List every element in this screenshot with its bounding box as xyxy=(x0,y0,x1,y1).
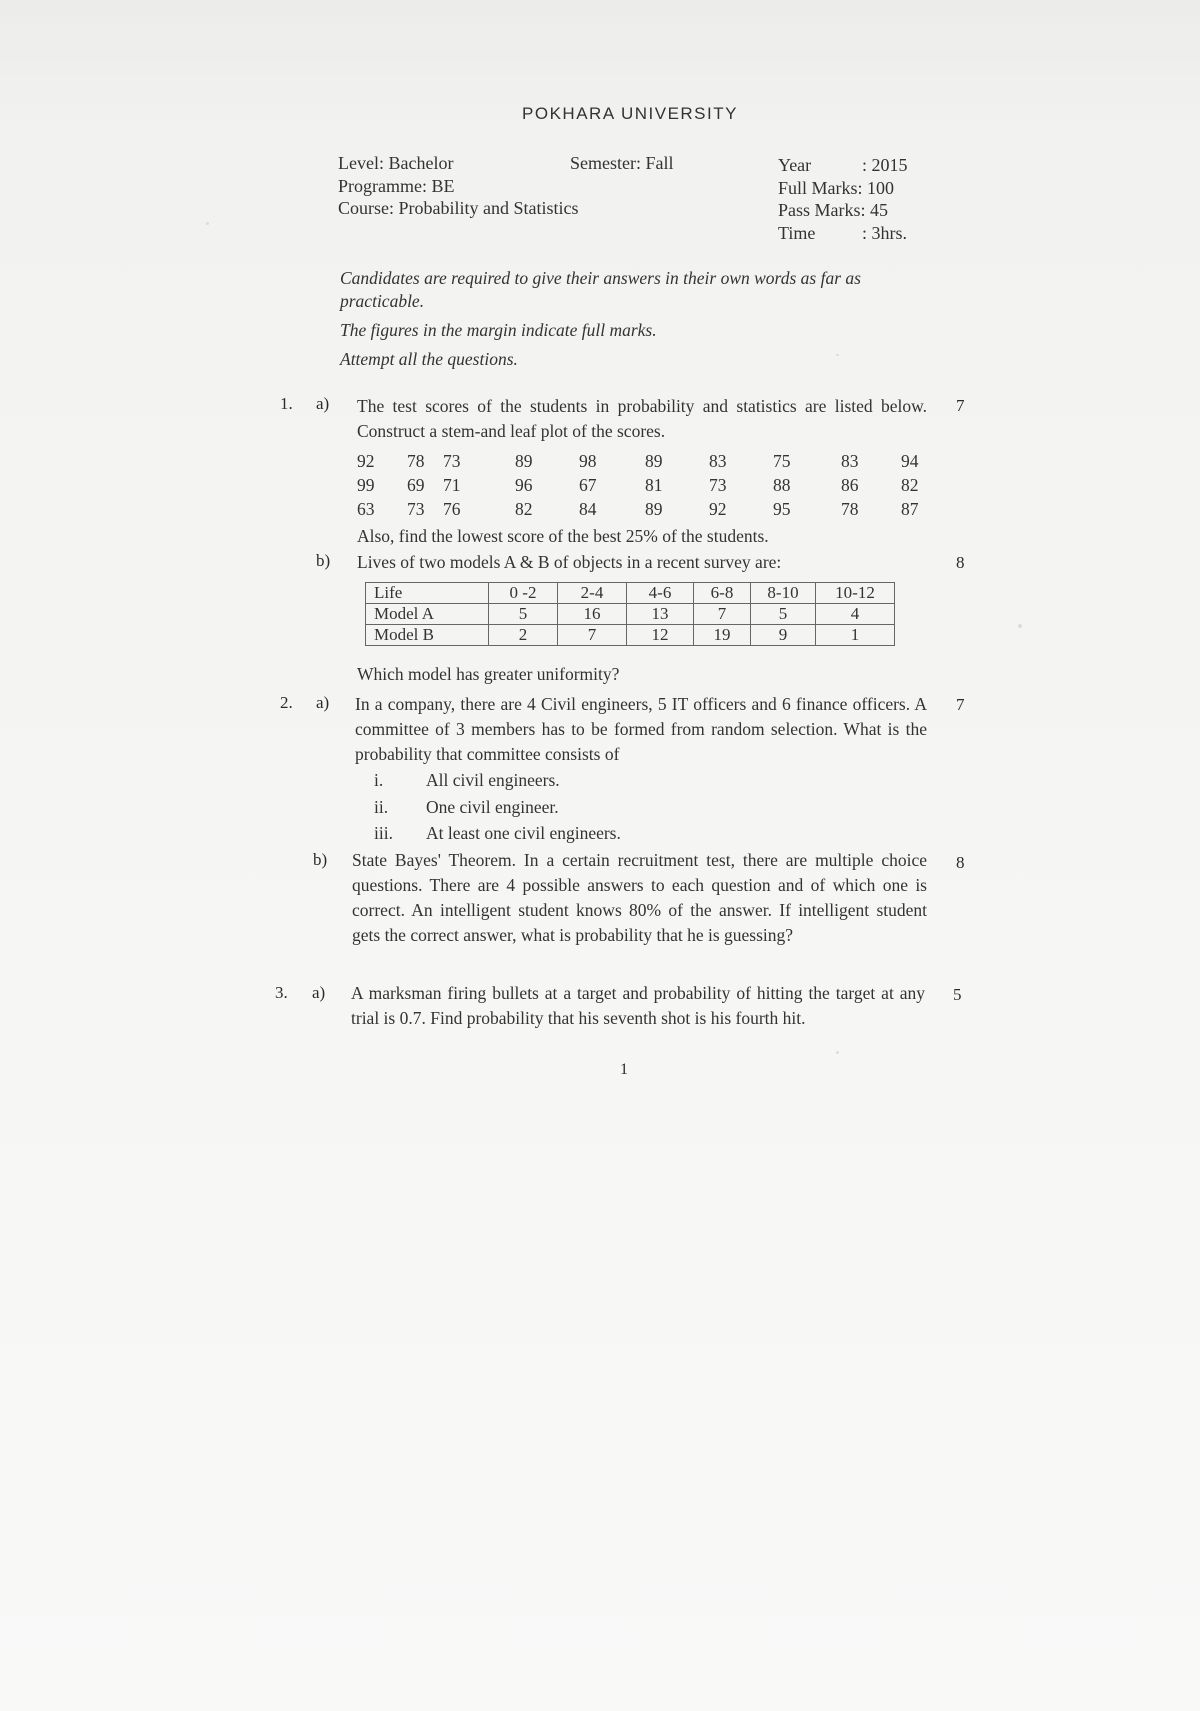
life-row-model-a xyxy=(366,604,895,625)
life-header-cell: Life xyxy=(366,583,489,604)
q2a-options xyxy=(374,767,621,847)
option-num: i. xyxy=(374,770,384,790)
scores-row xyxy=(357,449,931,473)
instruction-1: Candidates are required to give their answers in their own words as far as practicable. xyxy=(340,268,861,311)
q1b-marks: 8 xyxy=(956,553,965,572)
life-table xyxy=(365,582,895,646)
time-value: : 3hrs. xyxy=(862,222,907,243)
semester: Semester: Fall xyxy=(570,153,674,173)
score: 73 xyxy=(709,474,727,495)
life-row-model-b xyxy=(366,625,895,646)
score: 95 xyxy=(773,498,791,519)
life-cell: 4 xyxy=(816,604,895,625)
score: 82 xyxy=(901,474,919,495)
score: 75 xyxy=(773,450,791,471)
q3a-marks: 5 xyxy=(953,985,962,1004)
option-text: One civil engineer. xyxy=(426,796,559,817)
life-cell: Model B xyxy=(366,625,489,646)
q3a-text: A marksman firing bullets at a target and probability of hitting the target at any trial is 0.7. Find probability that his seventh shot is his fourth hit. xyxy=(351,983,925,1028)
life-cell: 5 xyxy=(751,604,816,625)
score: 89 xyxy=(645,450,663,471)
score: 78 xyxy=(841,498,859,519)
instructions xyxy=(340,267,925,377)
scan-speck xyxy=(836,1051,839,1054)
life-cell: 2 xyxy=(489,625,558,646)
header-right xyxy=(778,154,908,244)
score: 96 xyxy=(515,474,533,495)
q1a-followup: Also, find the lowest score of the best 25% of the students. xyxy=(357,526,769,546)
q3a-label: a) xyxy=(312,983,326,1002)
life-cell: 7 xyxy=(558,625,627,646)
life-cell: Model A xyxy=(366,604,489,625)
score: 82 xyxy=(515,498,533,519)
score: 89 xyxy=(515,450,533,471)
q2b-text: State Bayes' Theorem. In a certain recruitment test, there are multiple choice questions. There are 4 possible answers to each question and of which one is correct. An intelligent student knows 80% of the answer. If intelligent student gets the correct answer, what is probability that he is guessing? xyxy=(352,850,927,945)
option-ii xyxy=(374,794,621,821)
scan-speck xyxy=(206,222,209,225)
instruction-2: The figures in the margin indicate full marks. xyxy=(340,320,657,340)
score: 83 xyxy=(709,450,727,471)
score: 63 xyxy=(357,498,375,519)
score: 73 xyxy=(443,450,461,471)
life-header-cell: 8-10 xyxy=(751,583,816,604)
q1a-marks: 7 xyxy=(956,396,965,415)
university-title: POKHARA UNIVERSITY xyxy=(522,104,738,123)
scores-row xyxy=(357,473,931,497)
life-cell: 12 xyxy=(627,625,694,646)
q1b-text: Lives of two models A & B of objects in a recent survey are: xyxy=(357,552,782,572)
score: 89 xyxy=(645,498,663,519)
score: 84 xyxy=(579,498,597,519)
score: 92 xyxy=(357,450,375,471)
score: 83 xyxy=(841,450,859,471)
score: 69 xyxy=(407,474,425,495)
time-label: Time xyxy=(778,222,816,243)
q1a-label: a) xyxy=(316,394,330,413)
score: 86 xyxy=(841,474,859,495)
life-header-cell: 10-12 xyxy=(816,583,895,604)
score: 92 xyxy=(709,498,727,519)
life-cell: 5 xyxy=(489,604,558,625)
q2a-marks: 7 xyxy=(956,695,965,714)
option-text: All civil engineers. xyxy=(426,770,560,790)
score: 94 xyxy=(901,450,919,471)
level: Level: Bachelor xyxy=(338,153,454,173)
score: 99 xyxy=(357,474,375,495)
scores-row xyxy=(357,497,931,521)
option-iii xyxy=(374,820,621,847)
q1b-label: b) xyxy=(316,551,331,570)
score: 73 xyxy=(407,498,425,519)
pass-marks: Pass Marks: 45 xyxy=(778,200,889,220)
scan-speck xyxy=(1018,624,1022,628)
scan-speck xyxy=(836,354,839,356)
q1b-question: Which model has greater uniformity? xyxy=(357,664,620,684)
q1a-text: The test scores of the students in probability and statistics are listed below. Construct a stem-and leaf plot of the scores. xyxy=(357,396,927,441)
score: 76 xyxy=(443,498,461,519)
life-cell: 13 xyxy=(627,604,694,625)
q2a-text: In a company, there are 4 Civil engineers, 5 IT officers and 6 finance officers. A committee of 3 members has to be formed from random selection. What is the probability that committee consists of xyxy=(355,694,927,764)
q2b-marks: 8 xyxy=(956,853,965,872)
scores-table xyxy=(357,449,931,521)
life-header-cell: 0 -2 xyxy=(489,583,558,604)
option-i xyxy=(374,767,621,794)
life-cell: 9 xyxy=(751,625,816,646)
life-header-cell: 6-8 xyxy=(694,583,751,604)
score: 67 xyxy=(579,474,597,495)
life-cell: 16 xyxy=(558,604,627,625)
page-number: 1 xyxy=(620,1061,628,1078)
life-cell: 7 xyxy=(694,604,751,625)
q2-number: 2. xyxy=(280,693,293,712)
score: 81 xyxy=(645,474,663,495)
life-header-cell: 4-6 xyxy=(627,583,694,604)
option-num: iii. xyxy=(374,823,393,843)
instruction-3: Attempt all the questions. xyxy=(340,349,518,369)
life-header-cell: 2-4 xyxy=(558,583,627,604)
q2a-label: a) xyxy=(316,693,330,712)
q1-number: 1. xyxy=(280,394,293,413)
course: Course: Probability and Statistics xyxy=(338,198,579,218)
score: 71 xyxy=(443,474,461,495)
life-header-row xyxy=(366,583,895,604)
programme: Programme: BE xyxy=(338,175,455,196)
score: 87 xyxy=(901,498,919,519)
score: 78 xyxy=(407,450,425,471)
header-left xyxy=(338,152,579,220)
q2b-label: b) xyxy=(313,850,328,869)
life-cell: 1 xyxy=(816,625,895,646)
score: 88 xyxy=(773,474,791,495)
year-value: : 2015 xyxy=(862,155,908,175)
score: 98 xyxy=(579,450,597,471)
life-cell: 19 xyxy=(694,625,751,646)
q3-number: 3. xyxy=(275,983,288,1002)
full-marks: Full Marks: 100 xyxy=(778,177,895,198)
year-label: Year xyxy=(778,155,812,175)
option-num: ii. xyxy=(374,796,389,817)
option-text: At least one civil engineers. xyxy=(426,823,621,843)
